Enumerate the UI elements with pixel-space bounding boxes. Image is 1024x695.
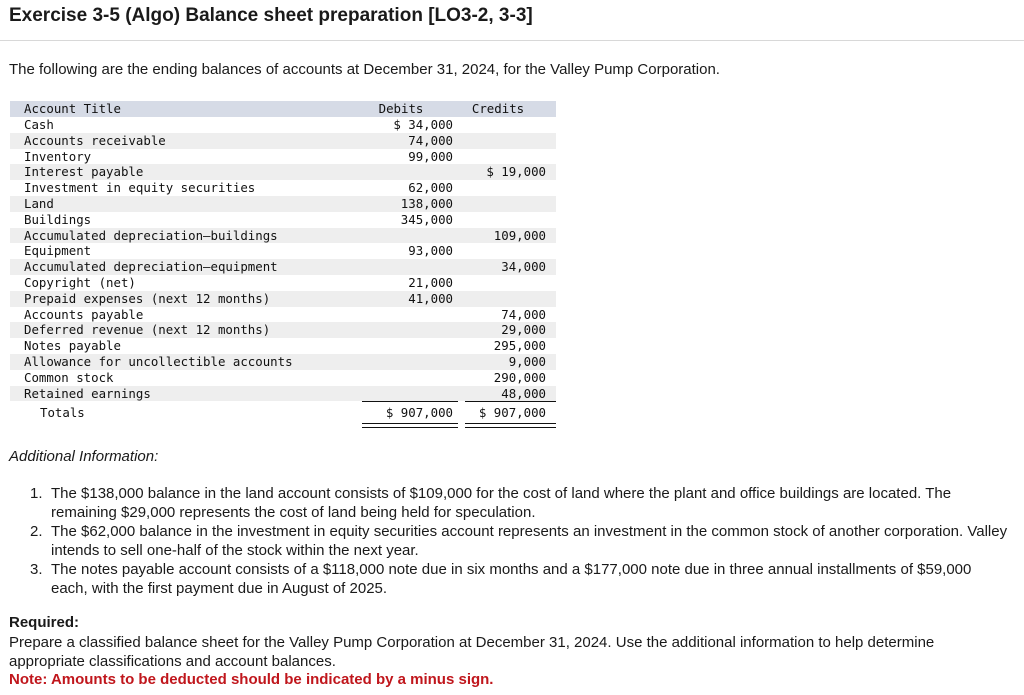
debit-cell: 41,000	[408, 290, 453, 306]
table-row	[10, 322, 556, 338]
debit-cell: $ 34,000	[393, 117, 453, 132]
additional-info-label: Additional Information:	[9, 448, 159, 465]
table-row	[10, 338, 556, 354]
account-title-cell: Prepaid expenses (next 12 months)	[24, 290, 271, 306]
table-row	[10, 180, 556, 196]
debit-cell: 99,000	[408, 148, 453, 164]
credit-cell: 109,000	[493, 227, 546, 243]
totals-label: Totals	[40, 405, 85, 421]
credit-cell: 34,000	[501, 259, 546, 275]
totals-row	[10, 403, 556, 423]
account-title-cell: Buildings	[24, 211, 92, 227]
table-row	[10, 386, 556, 402]
list-item-number: 3.	[30, 561, 43, 578]
debit-cell: 74,000	[408, 132, 453, 148]
table-row	[10, 243, 556, 259]
account-title-cell: Accounts payable	[24, 306, 144, 322]
list-item-number: 2.	[30, 523, 43, 540]
table-row	[10, 259, 556, 275]
account-title-cell: Deferred revenue (next 12 months)	[24, 322, 271, 338]
list-item-text: The $138,000 balance in the land account consists of $109,000 for the cost of land where the plant and office buildings are located. The remaining $29,000 represents the cost of land being held for speculation.	[51, 485, 952, 521]
account-title-cell: Accumulated depreciation—buildings	[24, 227, 278, 243]
list-item	[30, 560, 1010, 598]
table-row	[10, 307, 556, 323]
table-row	[10, 228, 556, 244]
totals-credit: $ 907,000	[478, 405, 546, 421]
credit-cell: 295,000	[493, 338, 546, 354]
title-divider	[0, 40, 1024, 41]
intro-text: The following are the ending balances of accounts at December 31, 2024, for the Valley Pump Corporation.	[9, 61, 720, 78]
table-row	[10, 291, 556, 307]
deduction-note: Note: Amounts to be deducted should be indicated by a minus sign.	[9, 671, 494, 688]
list-item-text: The notes payable account consists of a $118,000 note due in six months and a $177,000 note due in three annual installments of $59,000 each, with the first payment due in August of 2025.	[51, 561, 972, 597]
table-row	[10, 370, 556, 386]
totals-debit: $ 907,000	[385, 405, 453, 421]
credit-double-rule	[465, 423, 556, 428]
list-item	[30, 484, 1010, 522]
debit-cell: 93,000	[408, 243, 453, 259]
credit-cell: 290,000	[493, 369, 546, 385]
list-item	[30, 522, 1010, 560]
list-item-number: 1.	[30, 485, 43, 502]
account-title-cell: Cash	[24, 117, 54, 132]
debit-double-rule	[362, 423, 458, 428]
credit-cell: 29,000	[501, 322, 546, 338]
table-row	[10, 133, 556, 149]
table-row	[10, 196, 556, 212]
table-row	[10, 275, 556, 291]
table-header-row	[10, 101, 556, 117]
account-title-cell: Equipment	[24, 243, 92, 259]
table-row	[10, 354, 556, 370]
header-debits: Debits	[378, 101, 424, 116]
header-credits: Credits	[471, 101, 525, 116]
credit-cell: 74,000	[501, 306, 546, 322]
debit-cell: 138,000	[400, 195, 453, 211]
account-title-cell: Notes payable	[24, 338, 121, 354]
table-row	[10, 117, 556, 133]
debit-cell: 62,000	[408, 180, 453, 196]
table-row	[10, 164, 556, 180]
table-row	[10, 149, 556, 165]
credit-cell: 48,000	[501, 385, 546, 401]
account-title-cell: Accounts receivable	[24, 132, 166, 148]
credit-cell: 9,000	[508, 353, 546, 369]
required-text: Prepare a classified balance sheet for the Valley Pump Corporation at December 31, 2024. Use the additional information to help determine appropriate classifications and account balances.	[9, 634, 935, 670]
debit-cell: 21,000	[408, 274, 453, 290]
table-body	[10, 117, 556, 401]
required-label: Required:	[9, 614, 80, 631]
debit-total-rule	[362, 401, 458, 402]
table-row	[10, 212, 556, 228]
account-title-cell: Common stock	[24, 369, 114, 385]
account-title-cell: Inventory	[24, 148, 92, 164]
account-title-cell: Investment in equity securities	[24, 180, 256, 196]
account-title-cell: Accumulated depreciation—equipment	[24, 259, 278, 275]
account-title-cell: Retained earnings	[24, 385, 151, 401]
account-title-cell: Land	[24, 195, 54, 211]
credit-cell: $ 19,000	[486, 164, 546, 180]
list-item-text: The $62,000 balance in the investment in equity securities account represents an investment in the common stock of another corporation. Valley intends to sell one-half of the stock within the next year.	[51, 523, 1008, 559]
account-title-cell: Allowance for uncollectible accounts	[24, 353, 293, 369]
account-title-cell: Copyright (net)	[24, 274, 136, 290]
debit-cell: 345,000	[400, 211, 453, 227]
exercise-title: Exercise 3-5 (Algo) Balance sheet preparation [LO3-2, 3-3]	[9, 5, 533, 26]
additional-info-list	[30, 484, 1010, 598]
trial-balance-table	[10, 101, 556, 423]
header-account-title: Account Title	[24, 101, 121, 116]
account-title-cell: Interest payable	[24, 164, 144, 180]
credit-total-rule	[465, 401, 556, 402]
